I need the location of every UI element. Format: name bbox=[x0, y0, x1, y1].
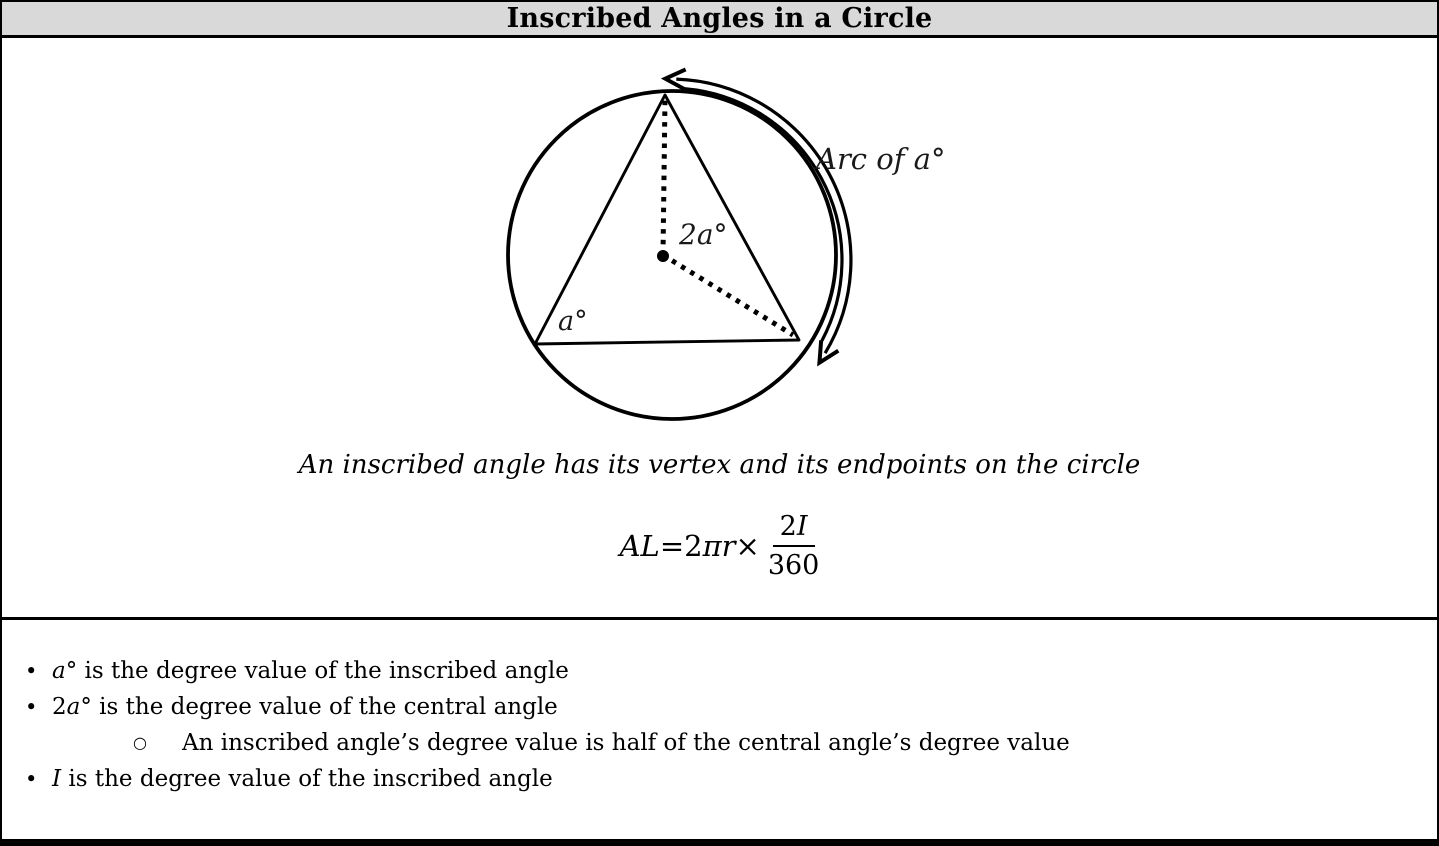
fraction-numerator: 2I bbox=[773, 511, 815, 547]
radius-dotted-top bbox=[663, 99, 665, 255]
bullet-icon: • bbox=[25, 659, 38, 683]
central-angle-label: 2a° bbox=[679, 218, 728, 251]
formula-equals: = bbox=[659, 529, 685, 564]
sub-list-item bbox=[133, 725, 1437, 761]
title-bar bbox=[2, 2, 1437, 38]
inscribed-angle-label: a° bbox=[558, 306, 588, 337]
list-item bbox=[2, 653, 1437, 689]
arc-length-formula bbox=[2, 511, 1437, 581]
list-item-text: 2a° is the degree value of the central angle bbox=[52, 694, 558, 720]
formula-lhs: AL bbox=[619, 529, 660, 564]
formula-times: × bbox=[735, 529, 760, 564]
bullet-icon: • bbox=[25, 767, 38, 791]
list-item bbox=[2, 761, 1437, 797]
list-item-text: I is the degree value of the inscribed angle bbox=[52, 766, 553, 792]
arc-arrow-inner bbox=[685, 89, 842, 341]
caption: An inscribed angle has its vertex and its endpoints on the circle bbox=[298, 450, 1141, 480]
fraction-denominator: 360 bbox=[767, 550, 820, 582]
formula-coefficient: 2 bbox=[684, 529, 703, 564]
diagram-section bbox=[2, 38, 1437, 620]
center-point bbox=[657, 250, 669, 262]
arc-label: Arc of a° bbox=[816, 142, 946, 176]
page-title: Inscribed Angles in a Circle bbox=[506, 3, 933, 34]
circle-bullet-icon: ○ bbox=[133, 733, 147, 752]
formula-fraction bbox=[768, 511, 820, 581]
list-item bbox=[2, 689, 1437, 725]
formula-pi-r: πr bbox=[702, 529, 736, 564]
list-item-text: a° is the degree value of the inscribed angle bbox=[52, 658, 569, 684]
list-item-text: An inscribed angle’s degree value is half of the central angle’s degree value bbox=[182, 730, 1070, 756]
bullet-icon: • bbox=[25, 695, 38, 719]
notes-section bbox=[2, 620, 1437, 797]
circle bbox=[508, 91, 836, 419]
